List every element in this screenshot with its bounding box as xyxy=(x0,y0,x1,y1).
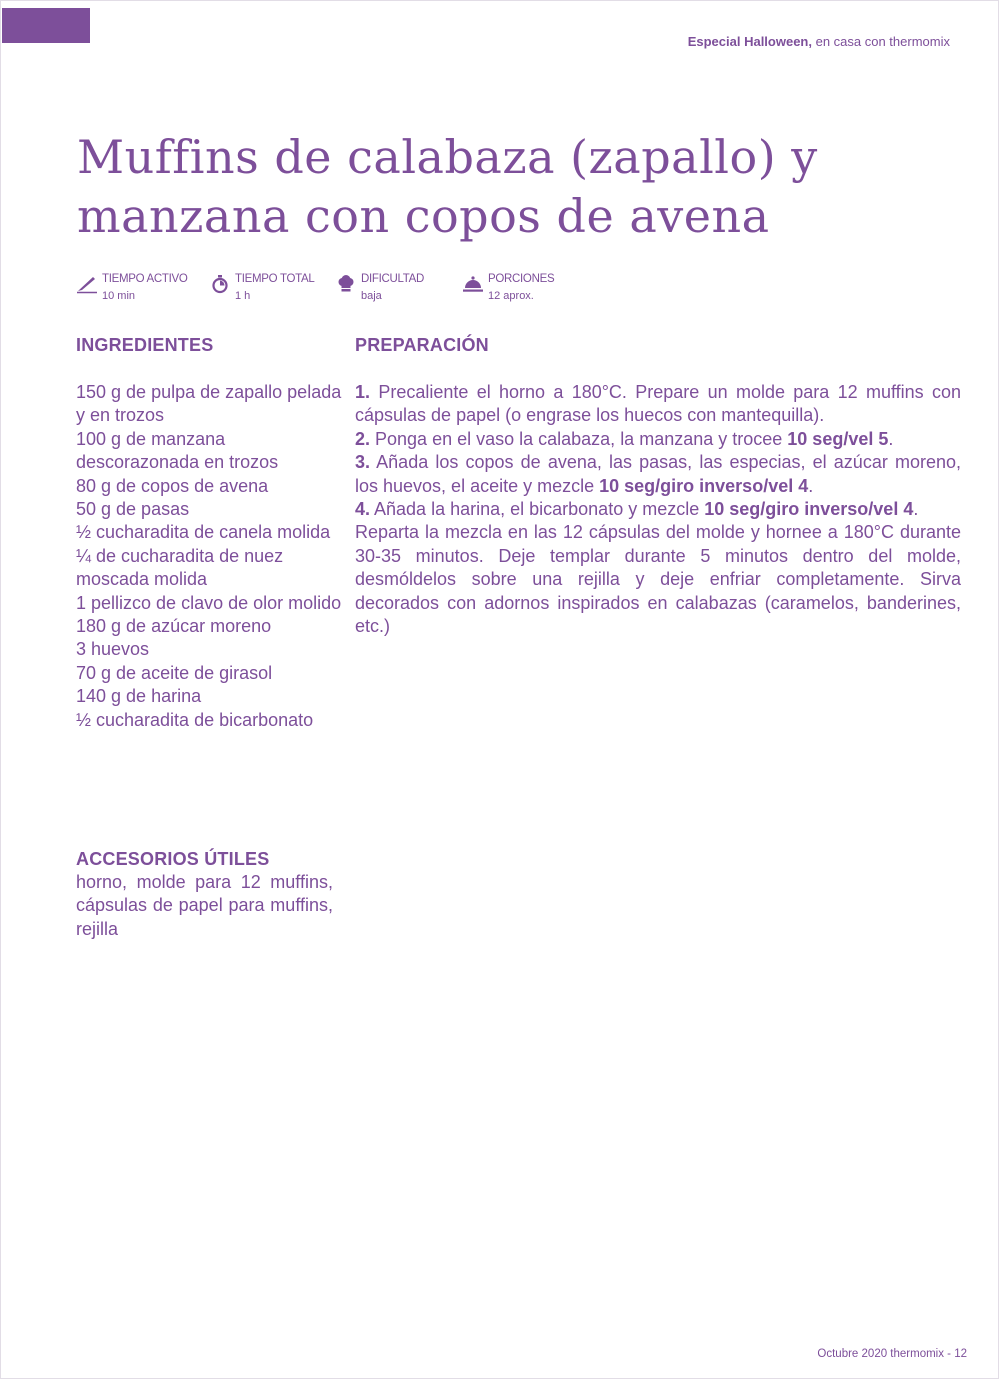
meta-label: TIEMPO TOTAL xyxy=(235,273,315,285)
list-item: ¼ de cucharadita de nuez moscada molida xyxy=(76,545,284,590)
serving-dish-icon xyxy=(462,273,484,295)
running-head-bold: Especial Halloween, xyxy=(687,34,812,49)
step-text: Ponga en el vaso la calabaza, la manzana y trocee xyxy=(370,428,788,449)
step-3 xyxy=(355,451,961,498)
step-number: 1. xyxy=(355,382,371,402)
meta-servings xyxy=(462,271,554,305)
step-setting: 10 seg/giro inverso/vel 4 xyxy=(704,499,914,520)
list-item: ½ cucharadita de canela molida xyxy=(76,522,331,543)
step-4 xyxy=(355,498,961,521)
step-text: Añada los copos de avena, las pasas, las especias, el azúcar moreno, los huevos, el aceite y mezcle xyxy=(355,452,961,496)
list-item: 50 g de pasas xyxy=(76,499,190,520)
meta-difficulty xyxy=(335,271,424,305)
running-head-rest: en casa con thermomix xyxy=(811,34,950,49)
recipe-title-line-1: Muffins de calabaza (zapallo) y xyxy=(77,130,818,184)
closing-paragraph: Reparta la mezcla en las 12 cápsulas del molde y hornee a 180°C durante 30-35 minutos. Deje templar durante 5 minutos dentro del molde, desmóldelos sobre una rejilla y deje enfriar completamente. Sirva decorados con adornos inspirados en calabazas (caramelos, banderines, etc.) xyxy=(355,522,961,637)
accessories-text: horno, molde para 12 muffins, cápsulas de papel para muffins, rejilla xyxy=(76,872,333,939)
corner-tab xyxy=(2,8,90,43)
step-number: 4. xyxy=(355,499,371,520)
meta-value: 10 min xyxy=(102,290,136,302)
meta-label: TIEMPO ACTIVO xyxy=(102,273,188,285)
step-tail: . xyxy=(808,475,814,496)
list-item: 140 g de harina xyxy=(76,686,202,707)
step-text: Precaliente el horno a 180°C. Prepare un molde para 12 muffins con cápsulas de papel (o engrase los huecos con mantequilla). xyxy=(355,382,961,426)
list-item: 80 g de copos de avena xyxy=(76,475,269,496)
meta-value: baja xyxy=(361,290,382,302)
knife-icon xyxy=(76,273,98,295)
list-item: ½ cucharadita de bicarbonato xyxy=(76,709,314,730)
step-number: 2. xyxy=(355,428,371,449)
preparation-steps xyxy=(355,381,961,638)
list-item: 70 g de aceite de girasol xyxy=(76,662,273,683)
list-item: 180 g de azúcar moreno xyxy=(76,616,272,637)
recipe-title xyxy=(77,128,937,246)
meta-label: DIFICULTAD xyxy=(361,273,425,285)
step-setting: 10 seg/giro inverso/vel 4 xyxy=(599,475,809,496)
step-1 xyxy=(355,381,961,428)
recipe-title-line-2: manzana con copos de avena xyxy=(77,189,770,243)
step-tail: . xyxy=(913,499,919,520)
timer-icon xyxy=(209,273,231,295)
list-item: 150 g de pulpa de zapallo pelada y en trozos xyxy=(76,382,342,426)
accessories-heading: ACCESORIOS ÚTILES xyxy=(76,849,270,869)
step-2 xyxy=(355,428,961,451)
ingredients-heading: INGREDIENTES xyxy=(76,335,214,355)
meta-active-time xyxy=(76,271,188,305)
preparation-heading: PREPARACIÓN xyxy=(355,335,489,355)
meta-value: 1 h xyxy=(235,290,251,302)
list-item: 3 huevos xyxy=(76,639,150,660)
meta-total-time xyxy=(209,271,314,305)
step-text: Añada la harina, el bicarbonato y mezcle xyxy=(370,499,705,520)
chef-hat-icon xyxy=(335,273,357,295)
list-item: 100 g de manzana descorazonada en trozos xyxy=(76,428,279,473)
step-tail: . xyxy=(888,428,894,449)
running-head xyxy=(688,34,950,49)
page-footer: Octubre 2020 thermomix - 12 xyxy=(817,1348,967,1360)
list-item: 1 pellizco de clavo de olor molido xyxy=(76,592,342,613)
step-setting: 10 seg/vel 5 xyxy=(787,428,889,449)
meta-value: 12 aprox. xyxy=(488,290,534,302)
ingredients-list xyxy=(76,381,346,732)
step-number: 3. xyxy=(355,452,371,473)
meta-label: PORCIONES xyxy=(488,273,555,285)
